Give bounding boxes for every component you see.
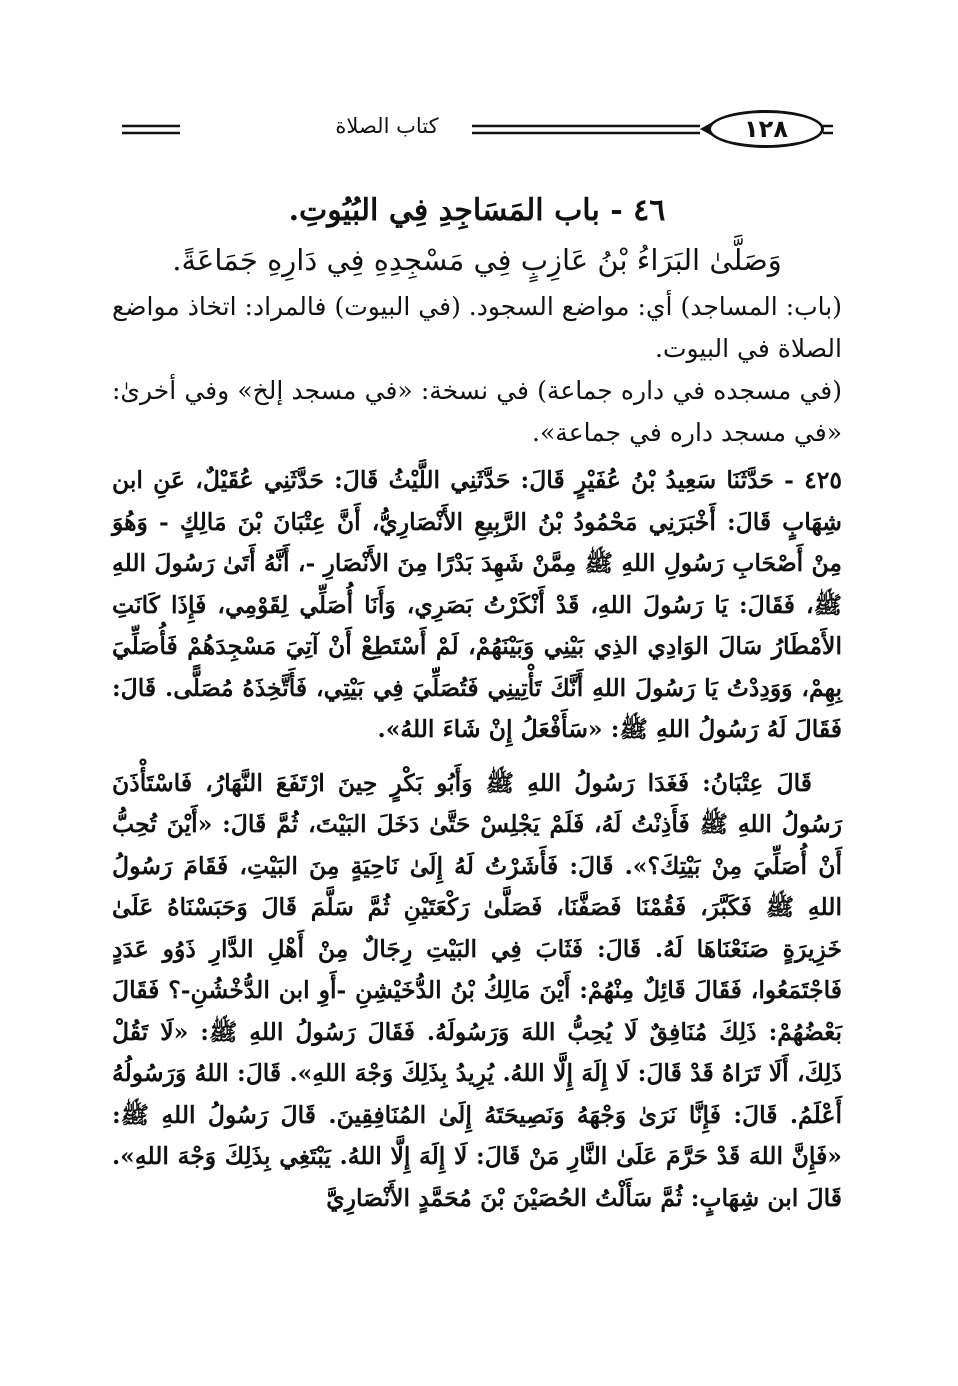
- hadith-text: ٤٢٥ - حَدَّثَنَا سَعِيدُ بْنُ عُفَيْرٍ قَالَ: حَدَّثَنِي اللَّيْثُ قَالَ: حَدَّثَنِي عُقَيْلٌ، عَنِ ابن شِهَابٍ قَالَ: أَخْبَرَنِي مَحْمُودُ بْنُ الرَّبِيعِ الأَنْصَارِيُّ، أَنَّ عِتْبَانَ بْنَ مَالِكٍ - وَهُوَ مِنْ أَصْحَابِ رَسُولِ اللهِ ﷺ مِمَّنْ شَهِدَ بَدْرًا مِنَ الأَنْصَارِ -، أَنَّهُ أَتَىٰ رَسُولَ اللهِ ﷺ، فَقَالَ: يَا رَسُولَ اللهِ، قَدْ أَنْكَرْتُ بَصَرِي، وَأَنَا أُصَلِّي لِقَوْمِي، فَإِذَا كَانَتِ الأَمْطَارُ سَالَ الوَادِي الذِي بَيْنِي وَبَيْنَهُمْ، لَمْ أَسْتَطِعْ أَنْ آتِيَ مَسْجِدَهُمْ فَأُصَلِّيَ بِهِمْ، وَوَدِدْتُ يَا رَسُولَ اللهِ أَنَّكَ تَأْتِينِي فَتُصَلِّيَ فِي بَيْتِي، فَأَتَّخِذَهُ مُصَلًّى. قَالَ: فَقَالَ لَهُ رَسُولُ اللهِ ﷺ: «سَأَفْعَلُ إِنْ شَاءَ اللهُ».: [112, 466, 842, 743]
- chapter-title: ٤٦ - باب المَسَاجِدِ فِي البُيُوتِ.: [288, 193, 666, 228]
- chapter-subtitle: وَصَلَّىٰ البَرَاءُ بْنُ عَازِبٍ فِي مَسْجِدِهِ فِي دَارِهِ جَمَاعَةً.: [172, 243, 782, 277]
- running-head-book-title: كتاب الصلاة: [302, 114, 472, 138]
- commentary-paragraph: (في مسجده في داره جماعة) في نسخة: «في مسجد إلخ» وفي أخرىٰ: «في مسجد داره في جماعة».: [112, 376, 842, 447]
- page-content: [112, 190, 842, 1219]
- page-header: [120, 108, 835, 152]
- hadith-continuation: قَالَ عِتْبَانُ: فَغَدَا رَسُولُ اللهِ ﷺ وَأَبُو بَكْرٍ حِينَ ارْتَفَعَ النَّهَارُ، فَاسْتَأْذَنَ رَسُولُ اللهِ ﷺ فَأَذِنْتُ لَهُ، فَلَمْ يَجْلِسْ حَتَّىٰ دَخَلَ البَيْتَ، ثُمَّ قَالَ: «أَيْنَ تُحِبُّ أَنْ أُصَلِّيَ مِنْ بَيْتِكَ؟». قَالَ: فَأَشَرْتُ لَهُ إِلَىٰ نَاحِيَةٍ مِنَ البَيْتِ، فَقَامَ رَسُولُ اللهِ ﷺ فَكَبَّرَ، فَقُمْنَا فَصَفَّنَا، فَصَلَّىٰ رَكْعَتَيْنِ ثُمَّ سَلَّمَ قَالَ وَحَبَسْنَاهُ عَلَىٰ خَزِيرَةٍ صَنَعْنَاهَا لَهُ. قَالَ: فَثَابَ فِي البَيْتِ رِجَالٌ مِنْ أَهْلِ الدَّارِ ذَوُو عَدَدٍ فَاجْتَمَعُوا، فَقَالَ قَائِلٌ مِنْهُمْ: أَيْنَ مَالِكُ بْنُ الدُّخَيْشِنِ -أَوِ ابن الدُّخْشُنِ-؟ فَقَالَ بَعْضُهُمْ: ذَلِكَ مُنَافِقٌ لَا يُحِبُّ اللهَ وَرَسُولَهُ. فَقَالَ رَسُولُ اللهِ ﷺ: «لَا تَقُلْ ذَلِكَ، أَلَا تَرَاهُ قَدْ قَالَ: لَا إِلَهَ إِلَّا اللهُ. يُرِيدُ بِذَلِكَ وَجْهَ اللهِ». قَالَ: اللهُ وَرَسُولُهُ أَعْلَمُ. قَالَ: فَإِنَّا نَرَىٰ وَجْهَهُ وَنَصِيحَتَهُ إِلَىٰ المُنَافِقِينَ. قَالَ رَسُولُ اللهِ ﷺ: «فَإِنَّ اللهَ قَدْ حَرَّمَ عَلَىٰ النَّارِ مَنْ قَالَ: لَا إِلَهَ إِلَّا اللهُ. يَبْتَغِي بِذَلِكَ وَجْهَ اللهِ». قَالَ ابن شِهَابٍ: ثُمَّ سَأَلْتُ الحُصَيْنَ بْنَ مُحَمَّدٍ الأَنْصَارِيَّ: [112, 768, 842, 1212]
- commentary-paragraph: (باب: المساجد) أي: مواضع السجود. (في البيوت) فالمراد: اتخاذ مواضع الصلاة في البيوت.: [112, 292, 842, 363]
- page-number-badge: ١٢٨: [708, 110, 824, 148]
